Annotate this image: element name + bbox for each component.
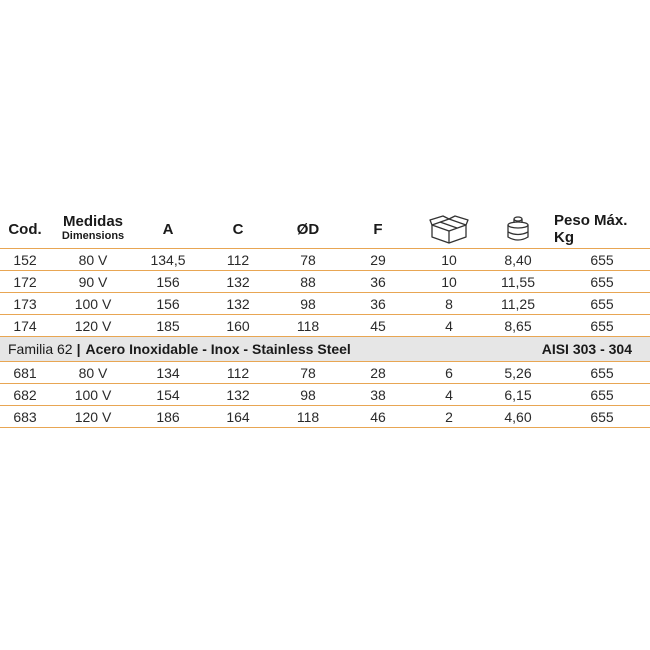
family-description: Acero Inoxidable - Inox - Stainless Steel <box>85 341 351 357</box>
cell-weight: 6,15 <box>504 386 532 403</box>
cell-f: 36 <box>370 295 386 312</box>
header-c: C <box>232 220 244 238</box>
cell-medidas: 90 V <box>78 273 108 290</box>
cell-box: 6 <box>445 364 453 381</box>
cell-medidas: 120 V <box>74 317 112 334</box>
product-table <box>0 210 650 428</box>
cell-c: 132 <box>226 295 250 312</box>
cell-peso: 655 <box>590 364 614 381</box>
cell-cod: 683 <box>13 408 37 425</box>
header-cod: Cod. <box>8 220 42 238</box>
cell-f: 28 <box>370 364 386 381</box>
cell-od: 78 <box>300 251 316 268</box>
cell-a: 185 <box>156 317 180 334</box>
weight-icon <box>482 210 554 248</box>
cell-box: 10 <box>441 273 457 290</box>
cell-c: 132 <box>226 386 250 403</box>
header-dimensions-label: Dimensions <box>61 230 125 242</box>
cell-box: 4 <box>445 317 453 334</box>
table-row <box>0 362 650 384</box>
header-medidas <box>50 210 136 248</box>
cell-cod: 152 <box>13 251 37 268</box>
table-row <box>0 315 650 337</box>
table-row <box>0 293 650 315</box>
cell-c: 164 <box>226 408 250 425</box>
cell-c: 132 <box>226 273 250 290</box>
cell-a: 186 <box>156 408 180 425</box>
cell-f: 38 <box>370 386 386 403</box>
table-row <box>0 406 650 428</box>
cell-a: 134,5 <box>150 251 186 268</box>
top-rows <box>0 249 650 337</box>
cell-f: 36 <box>370 273 386 290</box>
header-medidas-label: Medidas <box>62 213 123 230</box>
bottom-rows <box>0 362 650 428</box>
cell-od: 98 <box>300 295 316 312</box>
cell-peso: 655 <box>590 251 614 268</box>
cell-a: 154 <box>156 386 180 403</box>
box-icon <box>416 210 482 248</box>
cell-medidas: 100 V <box>74 386 112 403</box>
cell-f: 46 <box>370 408 386 425</box>
table-row <box>0 384 650 406</box>
cell-a: 156 <box>156 295 180 312</box>
cell-c: 112 <box>226 364 250 381</box>
cell-od: 88 <box>300 273 316 290</box>
family-name: Familia 62 <box>8 341 73 357</box>
header-od: ØD <box>296 220 320 238</box>
cell-medidas: 80 V <box>78 364 108 381</box>
table-header <box>0 210 650 249</box>
cell-cod: 681 <box>13 364 37 381</box>
cell-weight: 5,26 <box>504 364 532 381</box>
cell-peso: 655 <box>590 386 614 403</box>
cell-box: 8 <box>445 295 453 312</box>
family-separator: | <box>76 341 81 357</box>
cell-od: 98 <box>300 386 316 403</box>
cell-peso: 655 <box>590 295 614 312</box>
cell-peso: 655 <box>590 317 614 334</box>
cell-cod: 174 <box>13 317 37 334</box>
cell-peso: 655 <box>590 273 614 290</box>
table-row <box>0 249 650 271</box>
cell-c: 112 <box>226 251 250 268</box>
cell-a: 134 <box>156 364 180 381</box>
cell-a: 156 <box>156 273 180 290</box>
family-banner <box>0 337 650 362</box>
cell-f: 29 <box>370 251 386 268</box>
cell-weight: 4,60 <box>504 408 532 425</box>
family-aisi: AISI 303 - 304 <box>541 341 632 357</box>
cell-weight: 11,55 <box>501 273 535 290</box>
cell-box: 4 <box>445 386 453 403</box>
header-peso: Peso Máx. Kg <box>554 212 628 246</box>
header-f: F <box>373 220 383 238</box>
cell-f: 45 <box>370 317 386 334</box>
cell-cod: 682 <box>13 386 37 403</box>
cell-box: 10 <box>441 251 457 268</box>
cell-od: 78 <box>300 364 316 381</box>
cell-od: 118 <box>296 408 320 425</box>
cell-weight: 8,40 <box>504 251 532 268</box>
cell-weight: 11,25 <box>501 295 535 312</box>
cell-cod: 173 <box>13 295 37 312</box>
cell-od: 118 <box>296 317 320 334</box>
cell-c: 160 <box>226 317 250 334</box>
cell-medidas: 80 V <box>78 251 108 268</box>
cell-medidas: 120 V <box>74 408 112 425</box>
table-row <box>0 271 650 293</box>
cell-medidas: 100 V <box>74 295 112 312</box>
cell-peso: 655 <box>590 408 614 425</box>
cell-cod: 172 <box>13 273 37 290</box>
cell-weight: 8,65 <box>504 317 532 334</box>
header-a: A <box>162 220 174 238</box>
cell-box: 2 <box>445 408 453 425</box>
